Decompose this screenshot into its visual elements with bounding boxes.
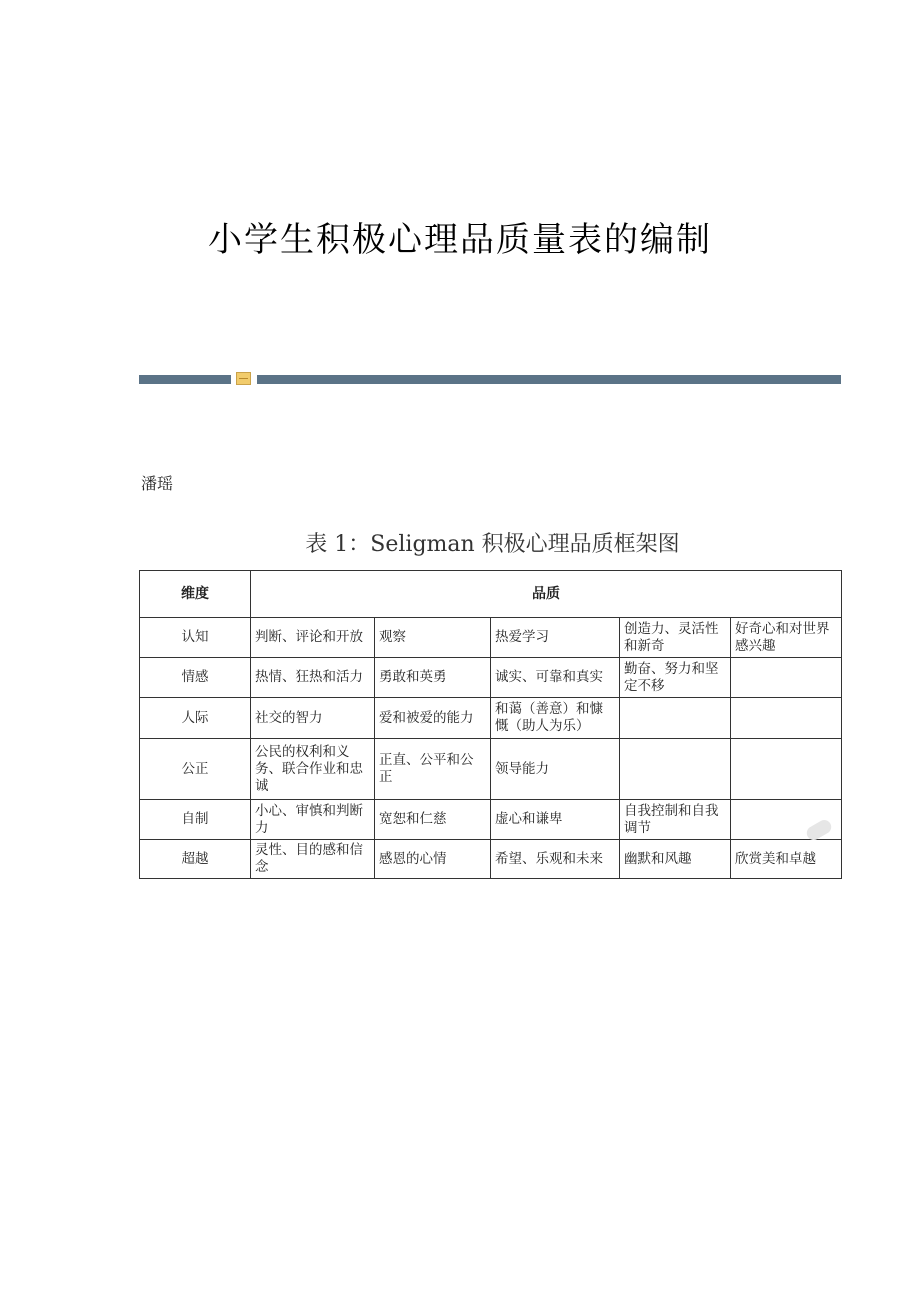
quality-cell	[620, 698, 731, 739]
quality-cell: 正直、公平和公正	[375, 739, 491, 800]
dimension-cell: 自制	[140, 800, 251, 840]
quality-cell: 勤奋、努力和坚定不移	[620, 658, 731, 698]
header-quality: 品质	[251, 571, 842, 618]
document-title: 小学生积极心理品质量表的编制	[208, 220, 712, 260]
quality-cell: 虚心和谦卑	[491, 800, 620, 840]
quality-cell: 幽默和风趣	[620, 840, 731, 879]
table-caption: 表 1：Seligman 积极心理品质框架图	[305, 532, 680, 557]
quality-cell: 勇敢和英勇	[375, 658, 491, 698]
quality-cell: 宽恕和仁慈	[375, 800, 491, 840]
table-row	[140, 618, 842, 658]
quality-cell: 创造力、灵活性和新奇	[620, 618, 731, 658]
quality-cell: 和蔼（善意）和慷慨（助人为乐）	[491, 698, 620, 739]
divider-bar-left	[139, 375, 231, 384]
quality-cell	[731, 698, 842, 739]
quality-cell: 小心、审慎和判断力	[251, 800, 375, 840]
quality-cell: 公民的权利和义务、联合作业和忠诚	[251, 739, 375, 800]
envelope-icon	[236, 372, 251, 385]
dimension-cell: 认知	[140, 618, 251, 658]
character-strengths-table	[139, 570, 842, 879]
dimension-cell: 人际	[140, 698, 251, 739]
quality-cell: 感恩的心情	[375, 840, 491, 879]
dimension-cell: 情感	[140, 658, 251, 698]
quality-cell	[620, 739, 731, 800]
quality-cell: 社交的智力	[251, 698, 375, 739]
quality-cell	[731, 658, 842, 698]
quality-cell	[731, 739, 842, 800]
quality-cell: 欣赏美和卓越	[731, 840, 842, 879]
table-row	[140, 800, 842, 840]
author-name: 潘瑶	[141, 474, 174, 493]
quality-cell: 爱和被爱的能力	[375, 698, 491, 739]
table-header-row	[140, 571, 842, 618]
quality-cell: 判断、评论和开放	[251, 618, 375, 658]
table-row	[140, 698, 842, 739]
quality-cell: 诚实、可靠和真实	[491, 658, 620, 698]
table-row	[140, 658, 842, 698]
dimension-cell: 超越	[140, 840, 251, 879]
quality-cell: 热爱学习	[491, 618, 620, 658]
title-divider	[139, 375, 841, 384]
quality-cell: 观察	[375, 618, 491, 658]
quality-cell: 好奇心和对世界感兴趣	[731, 618, 842, 658]
quality-cell: 热情、狂热和活力	[251, 658, 375, 698]
table-row	[140, 840, 842, 879]
divider-bar-right	[257, 375, 841, 384]
quality-cell: 灵性、目的感和信念	[251, 840, 375, 879]
header-dimension: 维度	[140, 571, 251, 618]
dimension-cell: 公正	[140, 739, 251, 800]
quality-cell: 希望、乐观和未来	[491, 840, 620, 879]
quality-cell: 自我控制和自我调节	[620, 800, 731, 840]
quality-cell: 领导能力	[491, 739, 620, 800]
table-row	[140, 739, 842, 800]
